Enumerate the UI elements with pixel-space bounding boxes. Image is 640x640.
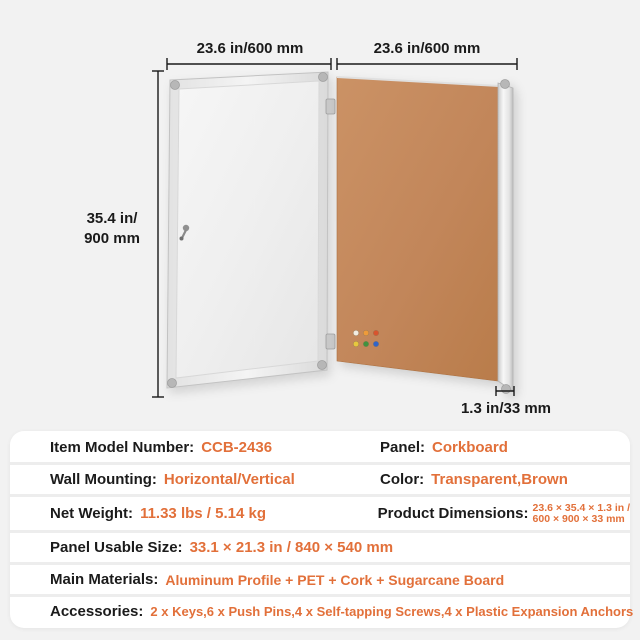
panel-usable-size-value: 33.1 × 21.3 in / 840 × 540 mm (189, 539, 394, 556)
model-number-value: CCB-2436 (201, 439, 273, 456)
panel-value: Corkboard (432, 439, 508, 456)
corner-cap-icon (171, 81, 180, 90)
dimension-board-width (337, 40, 517, 70)
dimension-label: 900 mm (84, 230, 140, 247)
main-materials-label: Main Materials: (50, 571, 159, 588)
spec-row-weight-dimensions (10, 497, 630, 533)
push-pin-icon (373, 341, 379, 347)
panel-usable-size-label: Panel Usable Size: (50, 539, 183, 556)
spec-row-mounting-color (10, 465, 630, 497)
dimension-height (84, 71, 164, 397)
hinge-icon (326, 334, 335, 349)
accessories-value: 2 x Keys,6 x Push Pins,4 x Self-tapping Screws,4 x Plastic Expansion Anchors (150, 604, 634, 619)
accessories-label: Accessories: (50, 603, 144, 620)
model-number-label: Item Model Number: (50, 439, 195, 456)
net-weight-value: 11.33 lbs / 5.14 kg (140, 505, 266, 522)
spec-table (10, 431, 634, 628)
push-pin-icon (353, 330, 359, 336)
color-label: Color: (380, 471, 425, 488)
door-panel (167, 72, 328, 388)
cork-surface (337, 77, 499, 381)
spec-row-usable-size (10, 533, 630, 565)
spec-row-model-panel (10, 433, 630, 465)
color-value: Transparent,Brown (431, 471, 568, 488)
product-dimensions-label: Product Dimensions: (377, 505, 529, 522)
wall-mounting-label: Wall Mounting: (50, 471, 157, 488)
dimension-door-width (167, 40, 331, 70)
dimension-label: 23.6 in/600 mm (196, 40, 304, 57)
dimension-label: 1.3 in/33 mm (460, 400, 552, 417)
panel-label: Panel: (380, 439, 426, 456)
dimension-label: 35.4 in/ (86, 210, 138, 227)
main-materials-value: Aluminum Profile + PET + Cork + Sugarcane Board (165, 571, 505, 588)
hinge-icon (326, 99, 335, 114)
spec-row-materials (10, 565, 630, 597)
corner-cap-icon (318, 361, 327, 370)
wall-mounting-value: Horizontal/Vertical (163, 471, 295, 488)
push-pin-icon (363, 341, 369, 347)
net-weight-label: Net Weight: (50, 505, 134, 522)
push-pin-icon (353, 341, 359, 347)
push-pin-icon (363, 330, 369, 336)
aluminum-side-bar (498, 83, 513, 391)
corner-cap-icon (168, 379, 177, 388)
spec-row-accessories (10, 597, 634, 626)
corner-cap-icon (502, 385, 511, 394)
corner-cap-icon (319, 73, 328, 82)
cork-panel (337, 77, 513, 394)
push-pin-icon (373, 330, 379, 336)
product-dimensions-value: 23.6 × 35.4 × 1.3 in / 600 × 900 × 33 mm (532, 501, 630, 525)
corner-cap-icon (501, 80, 510, 89)
dimension-label: 23.6 in/600 mm (373, 40, 481, 57)
dimension-thickness (461, 386, 551, 417)
door-glass (176, 81, 319, 378)
